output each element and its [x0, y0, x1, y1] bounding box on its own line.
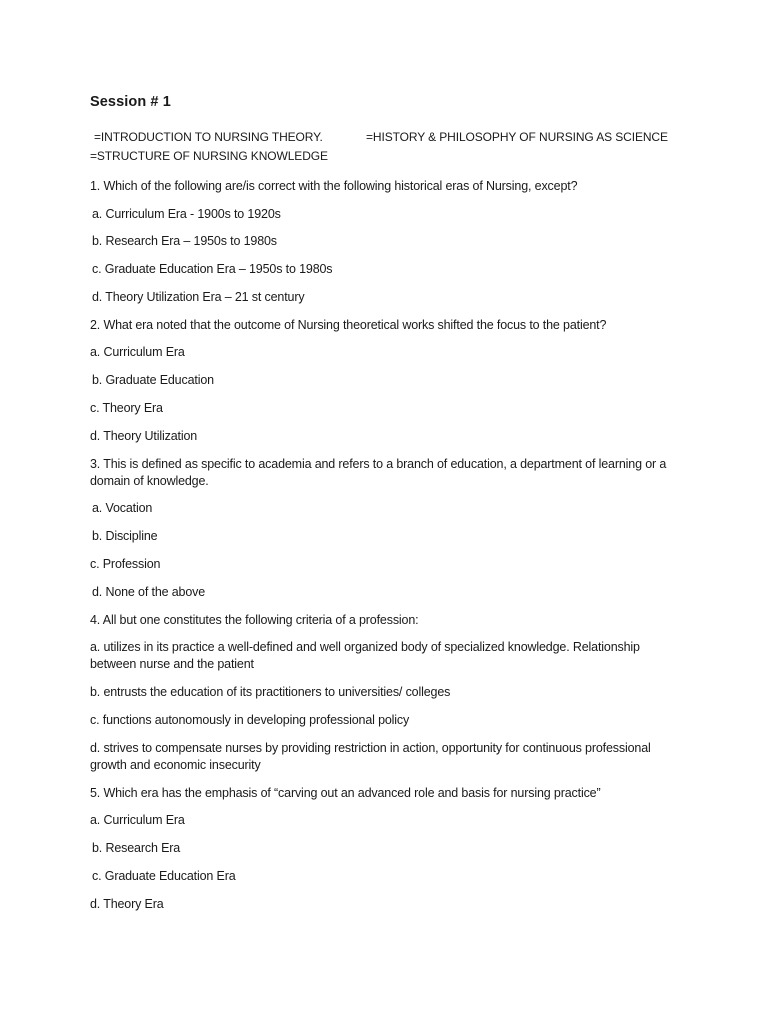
question-5-option-d: d. Theory Era — [90, 897, 164, 911]
question-3-option-a: a. Vocation — [92, 501, 153, 515]
question-1-option-b: b. Research Era – 1950s to 1980s — [92, 234, 277, 248]
question-1-stem: 1. Which of the following are/is correct with the following historical eras of Nursing, except? — [90, 179, 578, 193]
question-4-stem: 4. All but one constitutes the following criteria of a profession: — [90, 613, 419, 627]
topic-structure: =STRUCTURE OF NURSING KNOWLEDGE — [90, 149, 328, 163]
question-5-option-b: b. Research Era — [92, 841, 181, 855]
question-2-option-a: a. Curriculum Era — [90, 345, 185, 359]
topic-introduction: =INTRODUCTION TO NURSING THEORY. — [94, 130, 323, 144]
question-4-option-c: c. functions autonomously in developing professional policy — [90, 713, 410, 727]
question-5-option-c: c. Graduate Education Era — [92, 869, 236, 883]
question-5-stem: 5. Which era has the emphasis of “carving out an advanced role and basis for nursing practice” — [90, 786, 601, 800]
question-4-option-b: b. entrusts the education of its practitioners to universities/ colleges — [90, 685, 451, 699]
session-title: Session # 1 — [90, 94, 171, 110]
question-4-option-d: d. strives to compensate nurses by providing restriction in action, opportunity for continuous professional growth and economic insecurity — [90, 741, 651, 772]
question-4-option-a: a. utilizes in its practice a well-defined and well organized body of specialized knowledge. Relationship between nurse and the patient — [90, 640, 640, 671]
question-3-option-c: c. Profession — [90, 557, 161, 571]
question-1-option-d: d. Theory Utilization Era – 21 st century — [92, 290, 305, 304]
question-2-option-d: d. Theory Utilization — [90, 429, 198, 443]
question-1-option-c: c. Graduate Education Era – 1950s to 1980s — [92, 262, 333, 276]
question-1-option-a: a. Curriculum Era - 1900s to 1920s — [92, 207, 281, 221]
question-3-option-b: b. Discipline — [92, 529, 158, 543]
question-2-stem: 2. What era noted that the outcome of Nursing theoretical works shifted the focus to the patient? — [90, 318, 607, 332]
question-3-stem: 3. This is defined as specific to academia and refers to a branch of education, a department of learning or a domain of knowledge. — [90, 457, 667, 488]
topic-history-philosophy: =HISTORY & PHILOSOPHY OF NURSING AS SCIENCE — [366, 130, 668, 144]
question-3-option-d: d. None of the above — [92, 585, 206, 599]
question-2-option-b: b. Graduate Education — [92, 373, 214, 387]
question-2-option-c: c. Theory Era — [90, 401, 163, 415]
question-5-option-a: a. Curriculum Era — [90, 813, 185, 827]
